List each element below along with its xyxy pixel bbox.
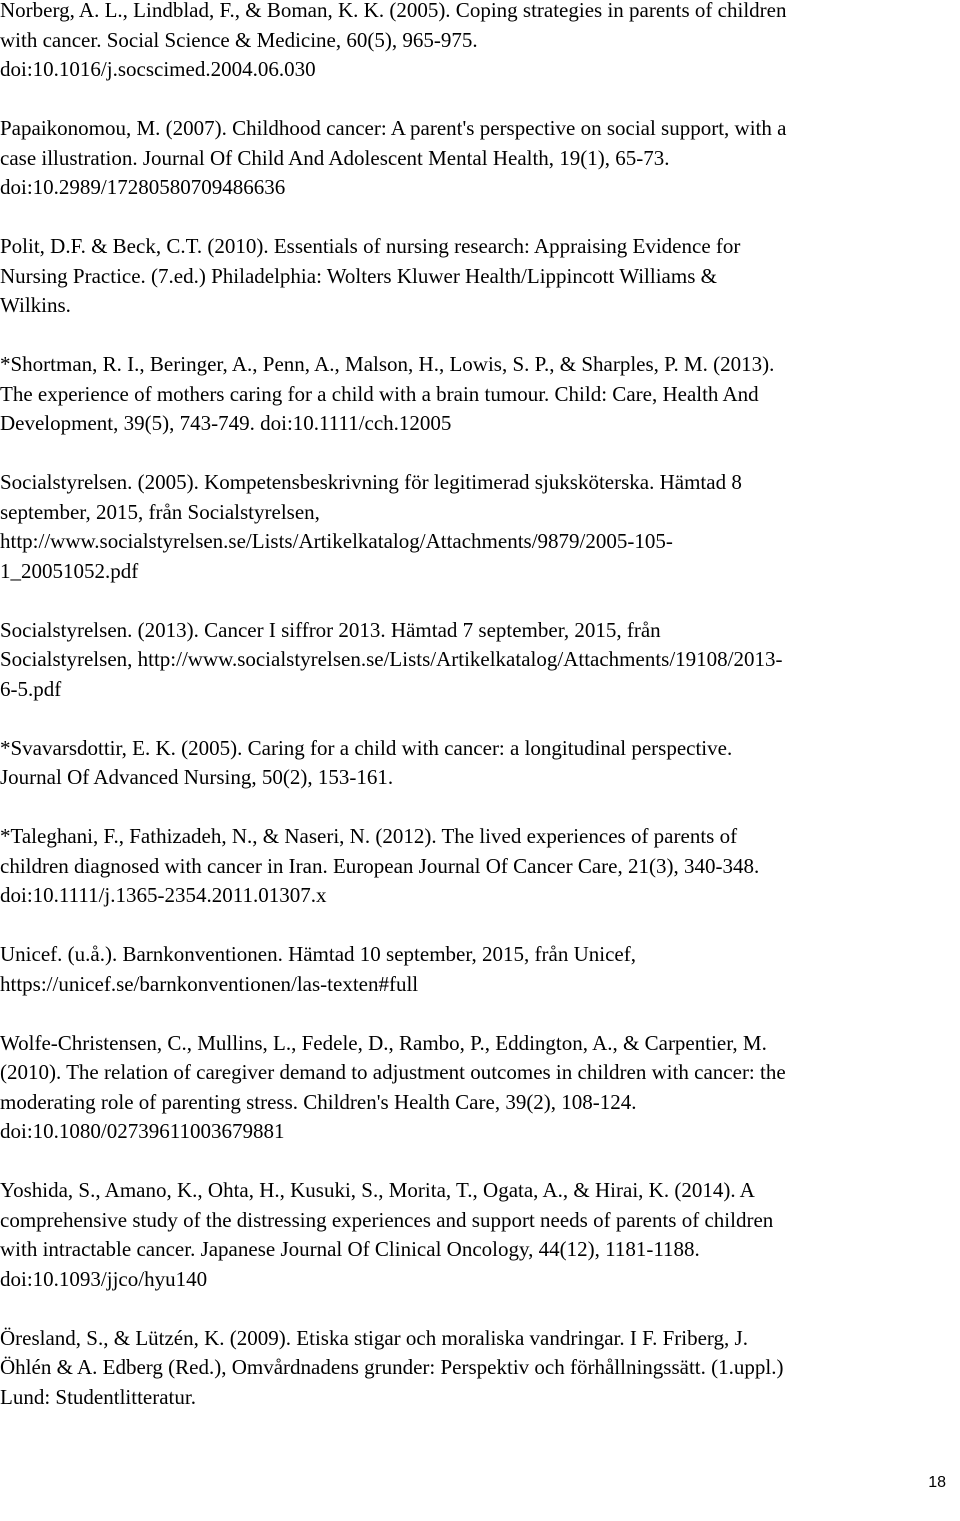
reference-entry: Polit, D.F. & Beck, C.T. (2010). Essentials of nursing research: Appraising Evidence for Nursing Practice. (7.ed.) Philadelphia: Wolters Kluwer Health/Lippincott Williams & Wilkins. [0, 234, 741, 317]
reference-entry: *Shortman, R. I., Beringer, A., Penn, A., Malson, H., Lowis, S. P., & Sharples, P. M. (2013). The experience of mothers caring for a child with a brain tumour. Child: Care, Health And Development, 39(5), 743-749. doi:10.1111/cch.12005 [0, 352, 775, 435]
page-number: 18 [928, 1474, 946, 1491]
reference-entry: Socialstyrelsen. (2005). Kompetensbeskrivning för legitimerad sjuksköterska. Hämtad 8 september, 2015, från Socialstyrelsen, http://www.socialstyrelsen.se/Lists/Artikelkatalog/Attachments/9879/2005-105- 1_20051052.pdf [0, 470, 742, 583]
reference-entry: Socialstyrelsen. (2013). Cancer I siffror 2013. Hämtad 7 september, 2015, från Socialstyrelsen, http://www.socialstyrelsen.se/Lists/Artikelkatalog/Attachments/19108/2013- 6-5.pdf [0, 617, 783, 701]
reference-entry: Wolfe-Christensen, C., Mullins, L., Fedele, D., Rambo, P., Eddington, A., & Carpentier, M. (2010). The relation of caregiver demand to adjustment outcomes in children with cancer: the moderating role of parenting stress. Children's Health Care, 39(2), 108-124. doi:10.1080/02739611003679881 [0, 1030, 786, 1143]
reference-entry: Öresland, S., & Lützén, K. (2009). Etiska stigar och moraliska vandringar. I F. Friberg, J. Öhlén & A. Edberg (Red.), Omvårdnadens grunder: Perspektiv och förhållningssätt. (1.uppl.) Lund: Studentlitteratur. [0, 1325, 784, 1409]
reference-entry: *Svavarsdottir, E. K. (2005). Caring for a child with cancer: a longitudinal perspective. Journal Of Advanced Nursing, 50(2), 153-161. [0, 735, 733, 789]
reference-entry: Papaikonomou, M. (2007). Childhood cancer: A parent's perspective on social support, with a case illustration. Journal Of Child And Adolescent Mental Health, 19(1), 65-73. doi:10.2989/17280580709486636 [0, 116, 787, 199]
reference-entry: *Taleghani, F., Fathizadeh, N., & Naseri, N. (2012). The lived experiences of parents of children diagnosed with cancer in Iran. European Journal Of Cancer Care, 21(3), 340-348. doi:10.1111/j.1365-2354.2011.01307.x [0, 824, 760, 907]
reference-entry: Unicef. (u.å.). Barnkonventionen. Hämtad 10 september, 2015, från Unicef, https://unicef.se/barnkonventionen/las-texten#full [0, 942, 636, 996]
reference-entry: Norberg, A. L., Lindblad, F., & Boman, K. K. (2005). Coping strategies in parents of children with cancer. Social Science & Medicine, 60(5), 965-975. doi:10.1016/j.socscimed.2004.06.030 [0, 0, 787, 81]
reference-entry: Yoshida, S., Amano, K., Ohta, H., Kusuki, S., Morita, T., Ogata, A., & Hirai, K. (2014). A comprehensive study of the distressing experiences and support needs of parents of children with intractable cancer. Japanese Journal Of Clinical Oncology, 44(12), 1181-1188. doi:10.1093/jjco/hyu140 [0, 1178, 774, 1291]
